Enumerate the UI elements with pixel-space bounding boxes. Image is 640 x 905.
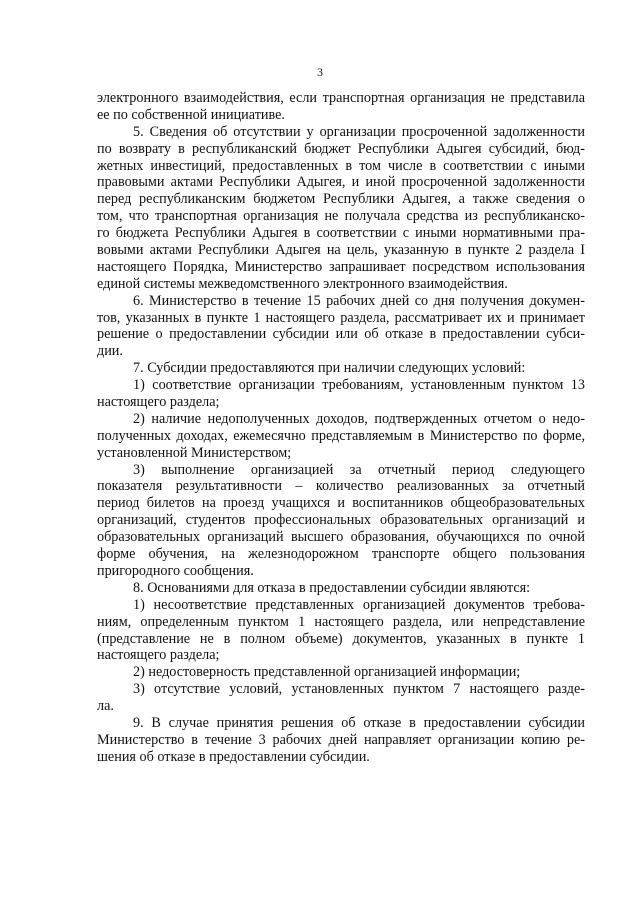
text-line: установленной Министерством; (97, 444, 292, 461)
text-line: показателя результативности – количество реализованных за отчетный (97, 478, 585, 495)
text-line: пригородного сообщения. (97, 562, 254, 579)
text-line: 1) несоответствие представленных организацией документов требова- (133, 596, 585, 613)
text-line: 8. Основаниями для отказа в предоставлении субсидии являются: (133, 579, 531, 596)
document-body (97, 90, 585, 766)
text-line: го бюджета Республики Адыгея в соответствии с иными нормативными пра- (97, 225, 585, 242)
text-line: 2) наличие недополученных доходов, подтвержденных отчетом о недо- (133, 410, 585, 427)
text-line: единой системы межведомственного электронного взаимодействия. (97, 275, 508, 292)
text-line: полученных доходах, ежемесячно представляемым в Министерство по форме, (97, 427, 585, 444)
text-line: организаций, студентов профессиональных образовательных организаций и (97, 512, 585, 529)
text-line: 2) недостоверность представленной организацией информации; (133, 664, 521, 681)
text-line: образовательных организаций высшего образования, обучающихся по очной (97, 529, 585, 546)
text-line: настоящего раздела; (97, 647, 220, 664)
text-line: вовыми актами Республики Адыгея на цель, указанную в пункте 2 раздела I (97, 242, 585, 259)
text-line: ее по собственной инициативе. (97, 106, 285, 123)
text-line: решение о предоставлении субсидии или об отказе в предоставлении субси- (97, 326, 585, 343)
text-line: Министерство в течение 3 рабочих дней направляет организации копию ре- (97, 731, 585, 748)
text-line: том, что транспортная организация не получала средства из республиканско- (97, 208, 585, 225)
text-line: перед республиканским бюджетом Республики Адыгея, а также сведения о (97, 191, 585, 208)
text-line: тов, указанных в пункте 1 настоящего раздела, рассматривает их и принимает (97, 309, 585, 326)
text-line: ла. (97, 698, 114, 715)
text-line: шения об отказе в предоставлении субсидии. (97, 748, 370, 765)
page-number: 3 (317, 65, 323, 79)
text-line: 6. Министерство в течение 15 рабочих дней со дня получения докумен- (133, 292, 585, 309)
text-line: настоящего Порядка, Министерство запрашивает посредством использования (97, 258, 585, 275)
text-line: по возврату в республиканский бюджет Республики Адыгея субсидий, бюд- (97, 140, 585, 157)
text-line: жетных инвестиций, предоставленных в том числе в соответствии с иными (97, 157, 585, 174)
text-line: 7. Субсидии предоставляются при наличии следующих условий: (133, 360, 526, 377)
text-line: 5. Сведения об отсутствии у организации просроченной задолженности (133, 123, 585, 140)
text-line: 1) соответствие организации требованиям, установленным пунктом 13 (133, 377, 585, 394)
text-line: ниям, определенным пунктом 1 настоящего раздела, или непредставление (97, 613, 585, 630)
text-line: (представление не в полном объеме) документов, указанных в пункте 1 (97, 630, 585, 647)
text-line: форме обучения, на железнодорожном транспорте общего пользования (97, 546, 585, 563)
text-line: 9. В случае принятия решения об отказе в предоставлении субсидии (133, 714, 585, 731)
text-line: настоящего раздела; (97, 394, 220, 411)
text-line: дии. (97, 343, 123, 360)
text-line: 3) выполнение организацией за отчетный период следующего (133, 461, 585, 478)
text-line: период билетов на проезд учащихся и воспитанников общеобразовательных (97, 495, 585, 512)
text-line: 3) отсутствие условий, установленных пунктом 7 настоящего разде- (133, 681, 585, 698)
text-line: правовыми актами Республики Адыгея, и иной просроченной задолженности (97, 174, 585, 191)
text-line: электронного взаимодействия, если транспортная организация не представила (97, 90, 585, 106)
